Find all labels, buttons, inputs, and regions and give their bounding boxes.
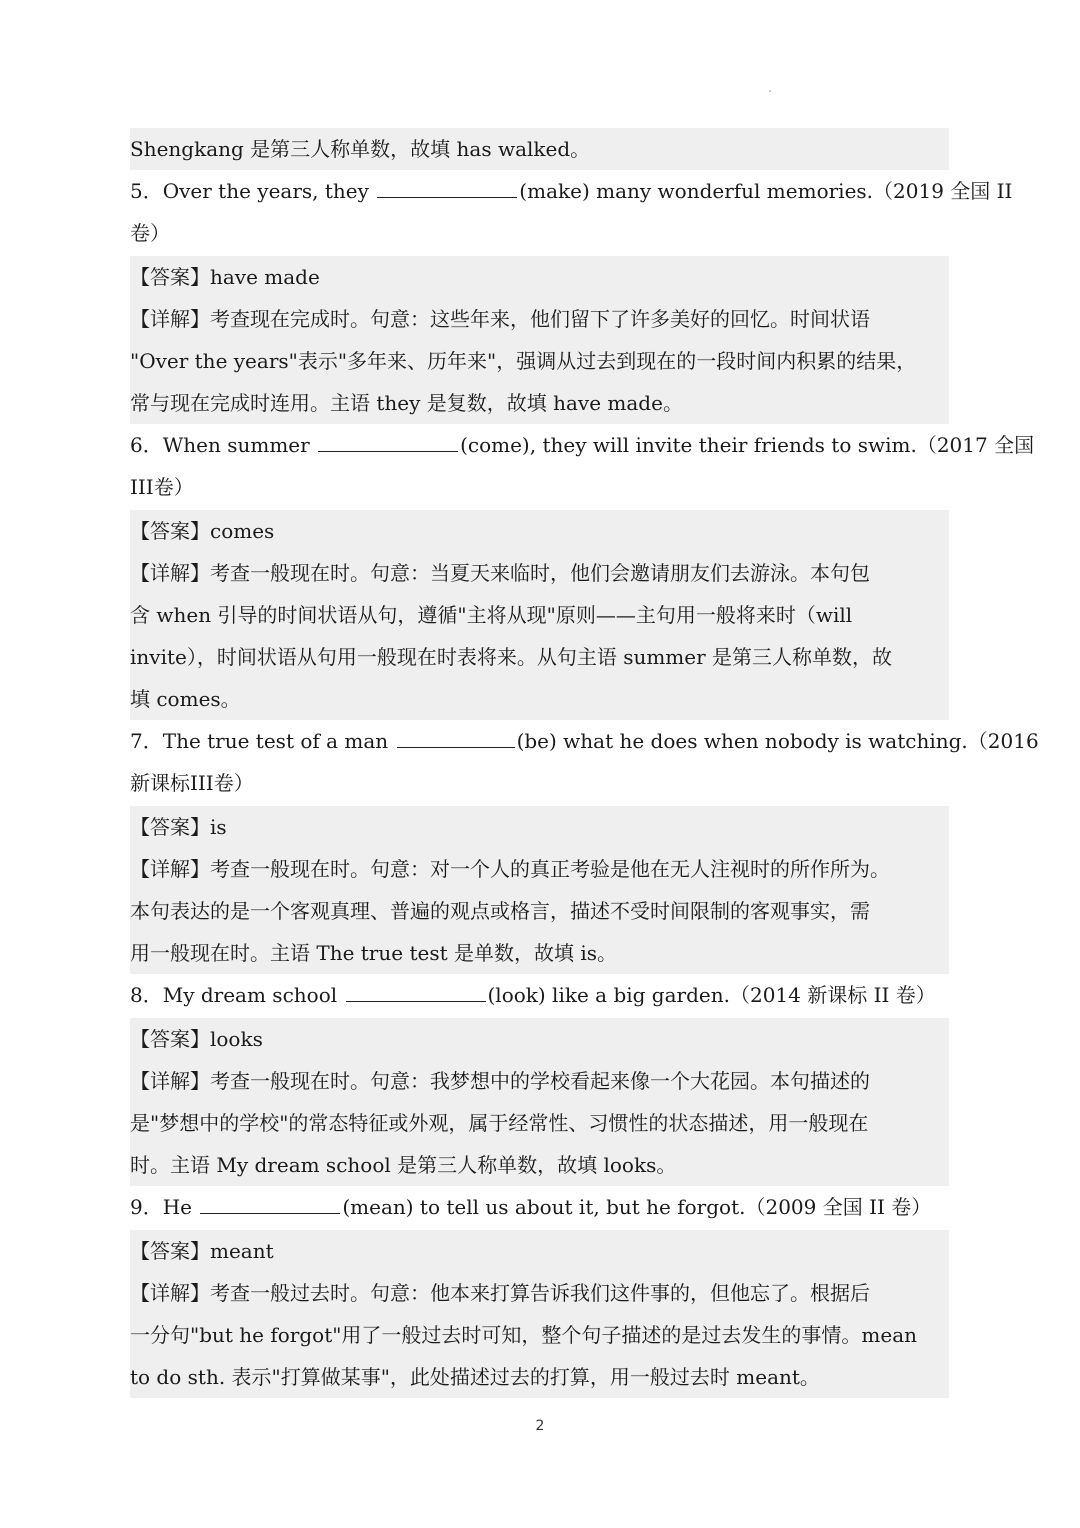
question-7-text-post: (be) what he does when nobody is watching.（2016 xyxy=(516,729,1039,753)
detail-line: to do sth. 表示"打算做某事"，此处描述过去的打算，用一般过去时 meant。 xyxy=(130,1365,820,1389)
question-7-line-1 xyxy=(130,720,1039,762)
detail-line: 时。主语 My dream school 是第三人称单数，故填 looks。 xyxy=(130,1153,677,1177)
answer-label: 【答案】is xyxy=(130,815,227,839)
decorative-dot xyxy=(769,90,771,92)
detail-line: 一分句"but he forgot"用了一般过去时可知，整个句子描述的是过去发生的事情。mean xyxy=(130,1323,918,1347)
carry-over-text: Shengkang 是第三人称单数，故填 has walked。 xyxy=(130,137,591,161)
question-6 xyxy=(130,424,1035,508)
answer-label: 【答案】meant xyxy=(130,1239,274,1263)
answer-blank xyxy=(377,175,517,198)
answer-label: 【答案】have made xyxy=(130,265,320,289)
question-9 xyxy=(130,1186,949,1228)
question-6-text-post: (come), they will invite their friends to swim.（2017 全国 xyxy=(460,433,1035,457)
answer-blank xyxy=(200,1191,340,1214)
question-9-line-1 xyxy=(130,1186,949,1228)
question-5-line-1 xyxy=(130,170,1013,212)
question-8-line-1 xyxy=(130,974,949,1016)
detail-line: 【详解】考查一般过去时。句意：他本来打算告诉我们这件事的，但他忘了。根据后 xyxy=(130,1281,870,1305)
detail-line: 本句表达的是一个客观真理、普遍的观点或格言，描述不受时间限制的客观事实，需 xyxy=(130,899,870,923)
question-5-line-2: 卷） xyxy=(130,221,170,245)
question-9-text: 9．He xyxy=(130,1195,199,1219)
detail-line: invite），时间状语从句用一般现在时表将来。从句主语 summer 是第三人称单数，故 xyxy=(130,645,893,669)
carry-over-explanation xyxy=(130,128,949,170)
question-9-solution xyxy=(130,1230,949,1398)
detail-line: "Over the years"表示"多年来、历年来"，强调从过去到现在的一段时间内积累的结果， xyxy=(130,349,917,373)
page-number: 2 xyxy=(535,1418,545,1434)
answer-blank xyxy=(346,979,486,1002)
question-9-text-post: (mean) to tell us about it, but he forgot.（2009 全国 II 卷） xyxy=(342,1195,932,1219)
question-7 xyxy=(130,720,1039,804)
detail-line: 【详解】考查现在完成时。句意：这些年来，他们留下了许多美好的回忆。时间状语 xyxy=(130,307,870,331)
question-5-solution xyxy=(130,256,949,424)
detail-line: 是"梦想中的学校"的常态特征或外观，属于经常性、习惯性的状态描述，用一般现在 xyxy=(130,1111,869,1135)
question-5-text-post: (make) many wonderful memories.（2019 全国 II xyxy=(519,179,1013,203)
answer-label: 【答案】comes xyxy=(130,519,275,543)
answer-blank xyxy=(318,429,458,452)
question-6-line-1 xyxy=(130,424,1035,466)
detail-line: 填 comes。 xyxy=(130,687,241,711)
question-8 xyxy=(130,974,949,1016)
answer-blank xyxy=(397,725,515,748)
question-7-text: 7．The true test of a man xyxy=(130,729,395,753)
detail-line: 【详解】考查一般现在时。句意：我梦想中的学校看起来像一个大花园。本句描述的 xyxy=(130,1069,870,1093)
detail-line: 【详解】考查一般现在时。句意：对一个人的真正考验是他在无人注视时的所作所为。 xyxy=(130,857,890,881)
question-6-line-2: III卷） xyxy=(130,475,194,499)
question-7-line-2: 新课标III卷） xyxy=(130,771,254,795)
question-7-solution xyxy=(130,806,949,974)
question-6-text: 6．When summer xyxy=(130,433,317,457)
question-8-text-post: (look) like a big garden.（2014 新课标 II 卷） xyxy=(487,983,936,1007)
question-8-solution xyxy=(130,1018,949,1186)
question-6-solution xyxy=(130,510,949,720)
detail-line: 用一般现在时。主语 The true test 是单数，故填 is。 xyxy=(130,941,617,965)
detail-line: 【详解】考查一般现在时。句意：当夏天来临时，他们会邀请朋友们去游泳。本句包 xyxy=(130,561,870,585)
question-5-text: 5．Over the years, they xyxy=(130,179,376,203)
answer-label: 【答案】looks xyxy=(130,1027,263,1051)
question-8-text: 8．My dream school xyxy=(130,983,344,1007)
detail-line: 含 when 引导的时间状语从句，遵循"主将从现"原则——主句用一般将来时（will xyxy=(130,603,853,627)
detail-line: 常与现在完成时连用。主语 they 是复数，故填 have made。 xyxy=(130,391,683,415)
question-5 xyxy=(130,170,1013,254)
